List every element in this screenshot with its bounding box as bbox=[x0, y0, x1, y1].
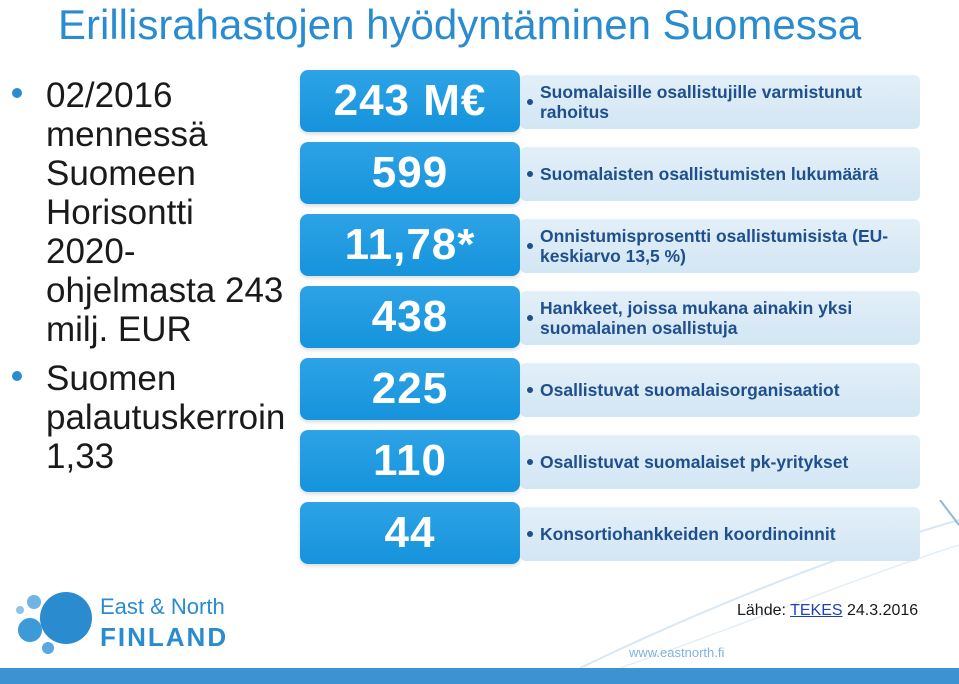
stat-row bbox=[300, 214, 920, 276]
bullet-item bbox=[12, 359, 292, 476]
stat-row bbox=[300, 286, 920, 348]
stat-row bbox=[300, 358, 920, 420]
stat-label-box bbox=[520, 291, 920, 345]
stat-value: 599 bbox=[300, 142, 520, 204]
stat-label: Osallistuvat suomalaiset pk-yritykset bbox=[540, 452, 849, 472]
bullet-dot-icon bbox=[527, 459, 533, 465]
bullet-dot-icon bbox=[527, 99, 533, 105]
bottom-bar bbox=[0, 668, 959, 684]
bullet-item bbox=[12, 76, 292, 349]
bullet-text: 02/2016 mennessä Suomeen Horisontti 2020-ohjelmasta 243 milj. EUR bbox=[46, 76, 284, 349]
bubbles-logo-icon bbox=[14, 588, 98, 658]
stat-label: Hankkeet, joissa mukana ainakin yksi suomalainen osallistuja bbox=[540, 298, 853, 338]
stats-panel bbox=[300, 70, 920, 574]
bullet-list bbox=[12, 76, 292, 486]
bullet-dot-icon bbox=[12, 88, 22, 98]
bullet-dot-icon bbox=[527, 531, 533, 537]
source-prefix: Lähde: bbox=[737, 602, 791, 619]
stat-row bbox=[300, 142, 920, 204]
stat-value: 11,78* bbox=[300, 214, 520, 276]
stat-value: 438 bbox=[300, 286, 520, 348]
stat-value: 225 bbox=[300, 358, 520, 420]
stat-label: Onnistumisprosentti osallistumisista (EU-keskiarvo 13,5 %) bbox=[540, 226, 889, 266]
stat-label: Suomalaisten osallistumisten lukumäärä bbox=[540, 164, 879, 184]
bullet-dot-icon bbox=[527, 171, 533, 177]
stat-label-box bbox=[520, 507, 920, 561]
website-url: www.eastnorth.fi bbox=[629, 645, 725, 660]
stat-row bbox=[300, 502, 920, 564]
stat-label: Suomalaisille osallistujille varmistunut rahoitus bbox=[540, 82, 862, 122]
stat-row bbox=[300, 430, 920, 492]
bullet-dot-icon bbox=[527, 243, 533, 249]
stat-row bbox=[300, 70, 920, 132]
stat-value: 44 bbox=[300, 502, 520, 564]
stat-label-box bbox=[520, 219, 920, 273]
source-date: 24.3.2016 bbox=[842, 602, 919, 619]
stat-label: Konsortiohankkeiden koordinoinnit bbox=[540, 524, 836, 544]
page-title: Erillisrahastojen hyödyntäminen Suomessa bbox=[58, 1, 862, 48]
bullet-dot-icon bbox=[527, 387, 533, 393]
bullet-text: Suomen palautuskerroin 1,33 bbox=[46, 359, 286, 476]
logo-line1: East & North bbox=[100, 594, 225, 619]
stat-label-box bbox=[520, 147, 920, 201]
east-north-finland-logo bbox=[14, 588, 244, 658]
logo-line2: FINLAND bbox=[100, 622, 229, 652]
stat-label-box bbox=[520, 363, 920, 417]
stat-label: Osallistuvat suomalaisorganisaatiot bbox=[540, 380, 840, 400]
bullet-dot-icon bbox=[12, 371, 22, 381]
stat-label-box bbox=[520, 435, 920, 489]
stat-value: 243 M€ bbox=[300, 70, 520, 132]
tekes-link[interactable]: TEKES bbox=[790, 602, 843, 619]
bullet-dot-icon bbox=[527, 315, 533, 321]
source-citation bbox=[737, 602, 918, 620]
stat-label-box bbox=[520, 75, 920, 129]
stat-value: 110 bbox=[300, 430, 520, 492]
